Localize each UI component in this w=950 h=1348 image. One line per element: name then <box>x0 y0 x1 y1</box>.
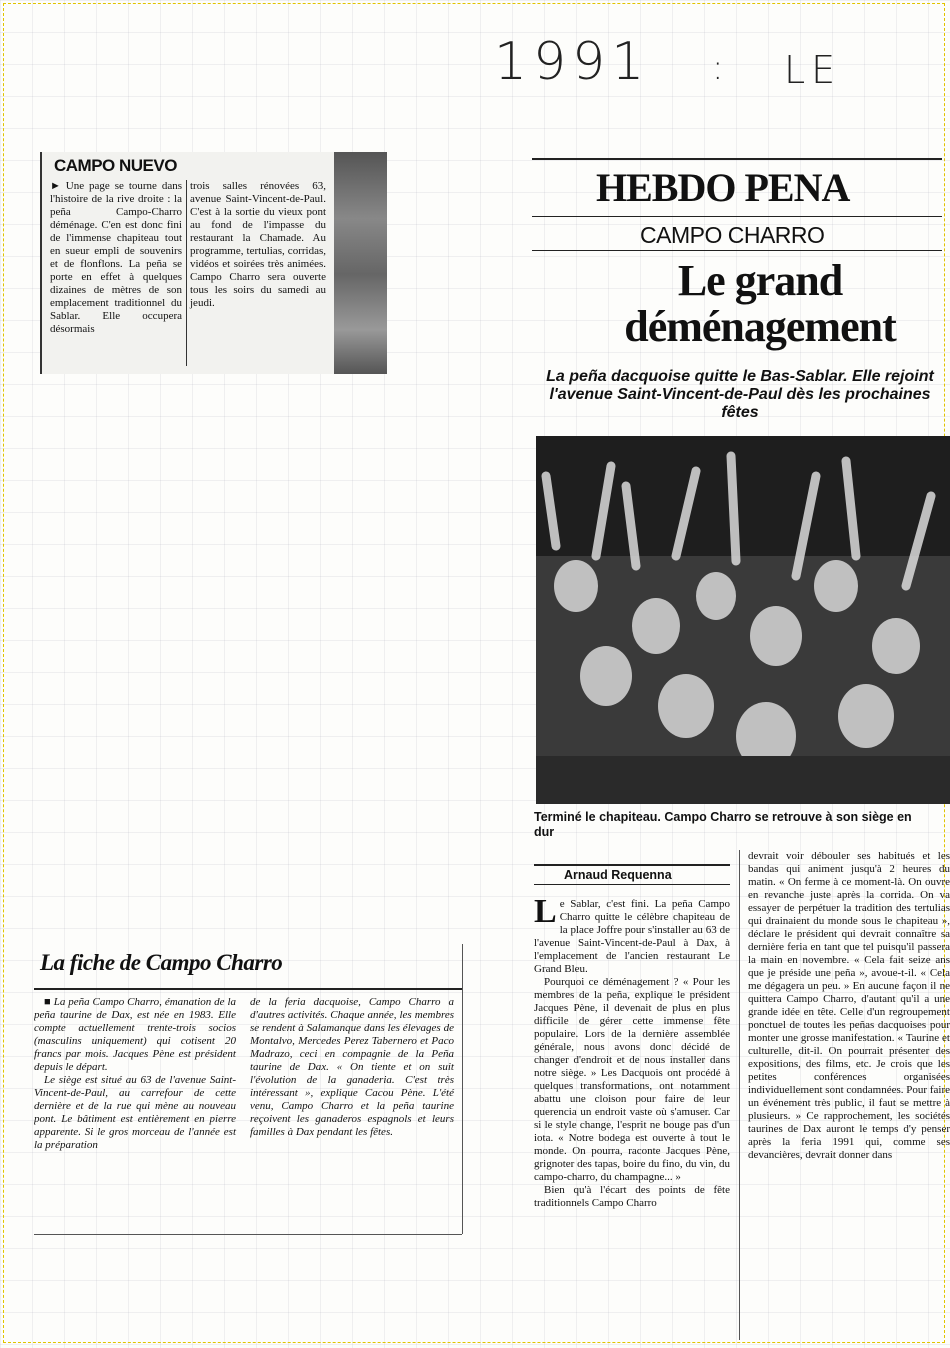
article-column-1 <box>534 893 730 1210</box>
article-column-2 <box>748 850 950 1162</box>
article-paragraph: Bien qu'à l'écart des points de fête traditionnels Campo Charro <box>534 1184 730 1209</box>
crowd-photo <box>536 436 950 804</box>
photo-caption <box>534 810 950 840</box>
handwritten-year: 1991 <box>494 32 651 92</box>
header-rule <box>532 216 942 217</box>
campo-nuevo-column-2: trois salles rénovées 63, avenue Saint-Vincent-de-Paul. C'est à la sortie du vieux pont au fond de l'impasse du restaurant la Chamade. Au programme, tertulias, corridas, vidéos et soirées très animées. Campo Charro sera ouverte tous les soirs du samedi au jeudi. <box>190 180 326 309</box>
photo-fragment <box>334 152 387 374</box>
header-rule <box>532 158 942 160</box>
fiche-title-rule <box>34 988 462 990</box>
article-paragraph: devrait voir débouler ses habitués et les bandas qui animent jusqu'à 2 heures du matin. « On ferme à ce moment-là. On ouvre en revanche juste après la corrida. On va essayer de perpétuer la tradition des tertulias qui drainaient du monde sous le chapiteau », déclare le président qui devrait connaître sa dernière feria en tant que tel puisqu'il passera la main en novembre. « Cela fait seize ans que je préside une peña », avoue-t-il. « Cela me dégagera un peu. » En aucune façon il ne quittera Campo Charro, d'autant qu'il a une grande idée en tête. Celle d'un regroupement ponctuel de toutes les peñas dacquoises pour monter une grosse manifestation. « Taurine et culturelle, dit-il. On pourrait présenter des expositions, des films, etc. Je crois que les petites conférences organisées individuellement sont condamnées. Pour faire un événement très public, il faut se mettre à plusieurs. » Ce rapprochement, les sociétés taurines de Dax auront le temps d'y penser après la feria 1991 qui, comme ses devancières, devrait donner dans <box>748 850 950 1161</box>
rubric-title: HEBDO PENA <box>596 165 850 210</box>
fiche-paragraph: Le siège est situé au 63 de l'avenue Saint-Vincent-de-Paul, au carrefour de cette dernière et de la rue qui mène au nouveau pont. Le bâtiment est entièrement en pierre apparente. Si le gros morceau de l'année est la préparation <box>34 1074 236 1151</box>
caption-line: dur <box>534 825 555 839</box>
chapo-line: l'avenue Saint-Vincent-de-Paul dès les prochaines <box>549 386 931 403</box>
column-divider <box>186 180 187 366</box>
fiche-bottom-rule <box>34 1234 462 1235</box>
lead-text: e Sablar, c'est fini. La peña Campo Charro quitte le célèbre chapiteau de la place Joffre pour s'installer au 63 de l'avenue Saint-Vincent-de-Paul à Dax, à l'emplacement de l'ancien restaurant Le Grand Bleu. <box>534 898 730 975</box>
headline-line: Le grand <box>677 256 843 305</box>
handwritten-publication: LE <box>784 48 842 92</box>
drop-cap: L <box>534 893 557 930</box>
fiche-column-1 <box>34 996 236 1152</box>
crowd-photo-drawing <box>536 436 950 804</box>
chapo-line: fêtes <box>721 404 759 421</box>
fiche-column-2: de la feria dacquoise, Campo Charro a d'autres activités. Chaque année, les membres se rendent à Salamanque dans les élevages de Montalvo, Mercedes Perez Tabernero et Paco Madrazo, ceci en compagnie de la Peña taurine de Dax. « On tiente et on suit l'évolution de la ganaderia. C'est très intéressant », explique Cacou Pène. L'été venu, Campo Charro et la peña taurine reçoivent les ganaderos espagnols et leurs familles à Dax pendant les fêtes. <box>250 996 454 1138</box>
article-paragraph: Pourquoi ce déménagement ? « Pour les membres de la peña, explique le président Jacques Pène, il devenait de plus en plus difficile de gérer cette immense fête populaire. Lors de la dernière assemblée générale, nous avons donc décidé de changer d'endroit et de nous installer dans notre siège. » Les Dacquois ont procédé à quelques transformations, ont notamment abattu une cloison pour faire de leur querencia un endroit vaste où s'amuser. Car si le style change, l'esprit ne bouge pas d'un iota. « Notre bodega est ouverte à tout le monde. On pourra, raconte Jacques Pène, grignoter des tapas, boire du fino, du vin, du campo-charro, du champagne... » <box>534 976 730 1183</box>
subrubric-title: CAMPO CHARRO <box>640 222 825 248</box>
hebdo-pena-article <box>530 150 950 1348</box>
chapo <box>530 368 950 422</box>
column-divider <box>739 850 740 1340</box>
fiche-right-rule <box>462 944 463 1234</box>
headline-line: déménagement <box>624 302 896 351</box>
article-paragraph-lead <box>534 893 730 976</box>
fiche-title: La fiche de Campo Charro <box>40 950 283 975</box>
header-rule <box>532 250 942 251</box>
chapo-line: La peña dacquoise quitte le Bas-Sablar. Elle rejoint <box>546 368 934 385</box>
fiche-clipping <box>34 944 464 1240</box>
byline: Arnaud Requenna <box>534 864 730 885</box>
caption-line: Terminé le chapiteau. Campo Charro se retrouve à son siège en <box>534 810 912 824</box>
fiche-paragraph: ■ La peña Campo Charro, émanation de la peña taurine de Dax, est née en 1983. Elle compte actuellement trente-trois socios (masculins uniquement) qui cotisent 20 francs par mois. Jacques Pène est président depuis le départ. <box>34 996 236 1073</box>
handwritten-colon: : <box>712 48 730 88</box>
campo-nuevo-clipping <box>40 152 387 374</box>
headline <box>570 258 950 350</box>
campo-nuevo-heading: CAMPO NUEVO <box>54 156 177 175</box>
campo-nuevo-column-1: ► Une page se tourne dans l'histoire de la rive droite : la peña Campo-Charro déménage. C'en est donc fini de l'immense chapiteau tout en sueur empli de souvenirs et de flonflons. La peña se porte en effet à quelques dizaines de mètres de son emplacement traditionnel du Sablar. Elle occupera désormais <box>50 180 182 335</box>
